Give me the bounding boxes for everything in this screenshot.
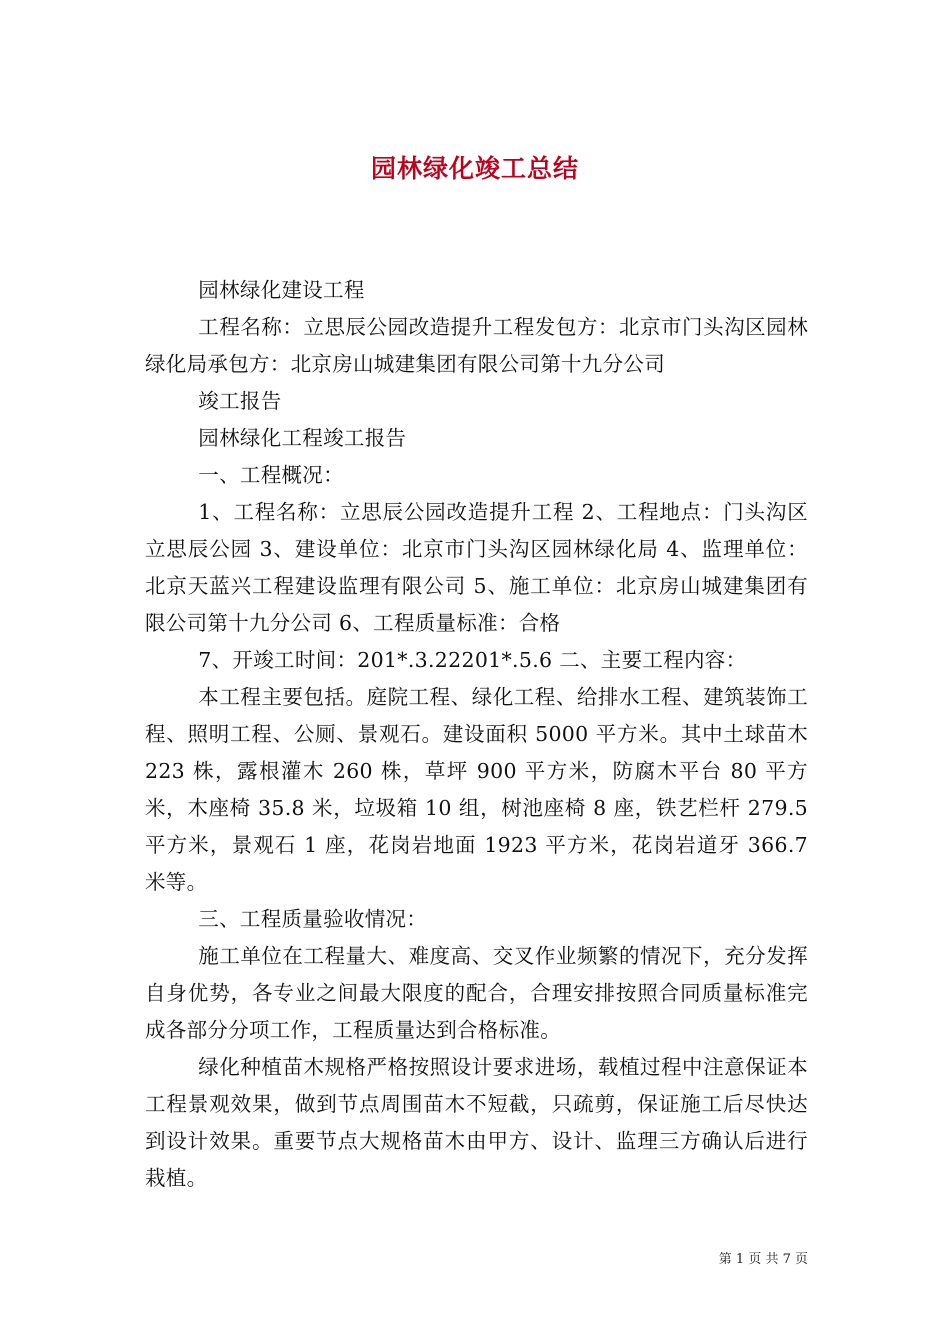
paragraph: 竣工报告	[198, 389, 282, 413]
paragraph: 一、工程概况：	[198, 463, 344, 487]
paragraph: 1、工程名称：立思辰公园改造提升工程 2、工程地点：门头沟区立思辰公园 3、建设单位：北京市门头沟区园林绿化局 4、监理单位：北京天蓝兴工程建设监理有限公司 5、施工单位：北京房山城建集团有限公司第十九分公司 6、工程质量标准：合格	[145, 500, 808, 635]
paragraph: 施工单位在工程量大、难度高、交叉作业频繁的情况下，充分发挥自身优势，各专业之间最大限度的配合，合理安排按照合同质量标准完成各部分分项工作，工程质量达到合格标准。	[145, 944, 808, 1042]
document-body	[145, 272, 808, 1197]
paragraph: 本工程主要包括。庭院工程、绿化工程、给排水工程、建筑装饰工程、照明工程、公厕、景观石。建设面积 5000 平方米。其中土球苗木 223 株，露根灌木 260 株，草坪 900 平方米，防腐木平台 80 平方米，木座椅 35.8 米，垃圾箱 10 组，树池座椅 8 座，铁艺栏杆 279.5 平方米，景观石 1 座，花岗岩地面 1923 平方米，花岗岩道牙 366.7 米等。	[145, 685, 808, 894]
paragraph: 绿化种植苗木规格严格按照设计要求进场，载植过程中注意保证本工程景观效果，做到节点周围苗木不短截，只疏剪，保证施工后尽快达到设计效果。重要节点大规格苗木由甲方、设计、监理三方确认后进行栽植。	[145, 1055, 808, 1190]
paragraph: 三、工程质量验收情况：	[198, 907, 428, 931]
paragraph: 7、开竣工时间：201*.3.22201*.5.6 二、主要工程内容：	[198, 648, 747, 672]
paragraph: 园林绿化工程竣工报告	[198, 426, 407, 450]
paragraph: 工程名称：立思辰公园改造提升工程发包方：北京市门头沟区园林绿化局承包方：北京房山城建集团有限公司第十九分公司	[145, 315, 808, 376]
paragraph: 园林绿化建设工程	[198, 278, 365, 302]
document-title: 园林绿化竣工总结	[370, 153, 579, 183]
page-number-footer: 第 1 页 共 7 页	[718, 1252, 808, 1267]
